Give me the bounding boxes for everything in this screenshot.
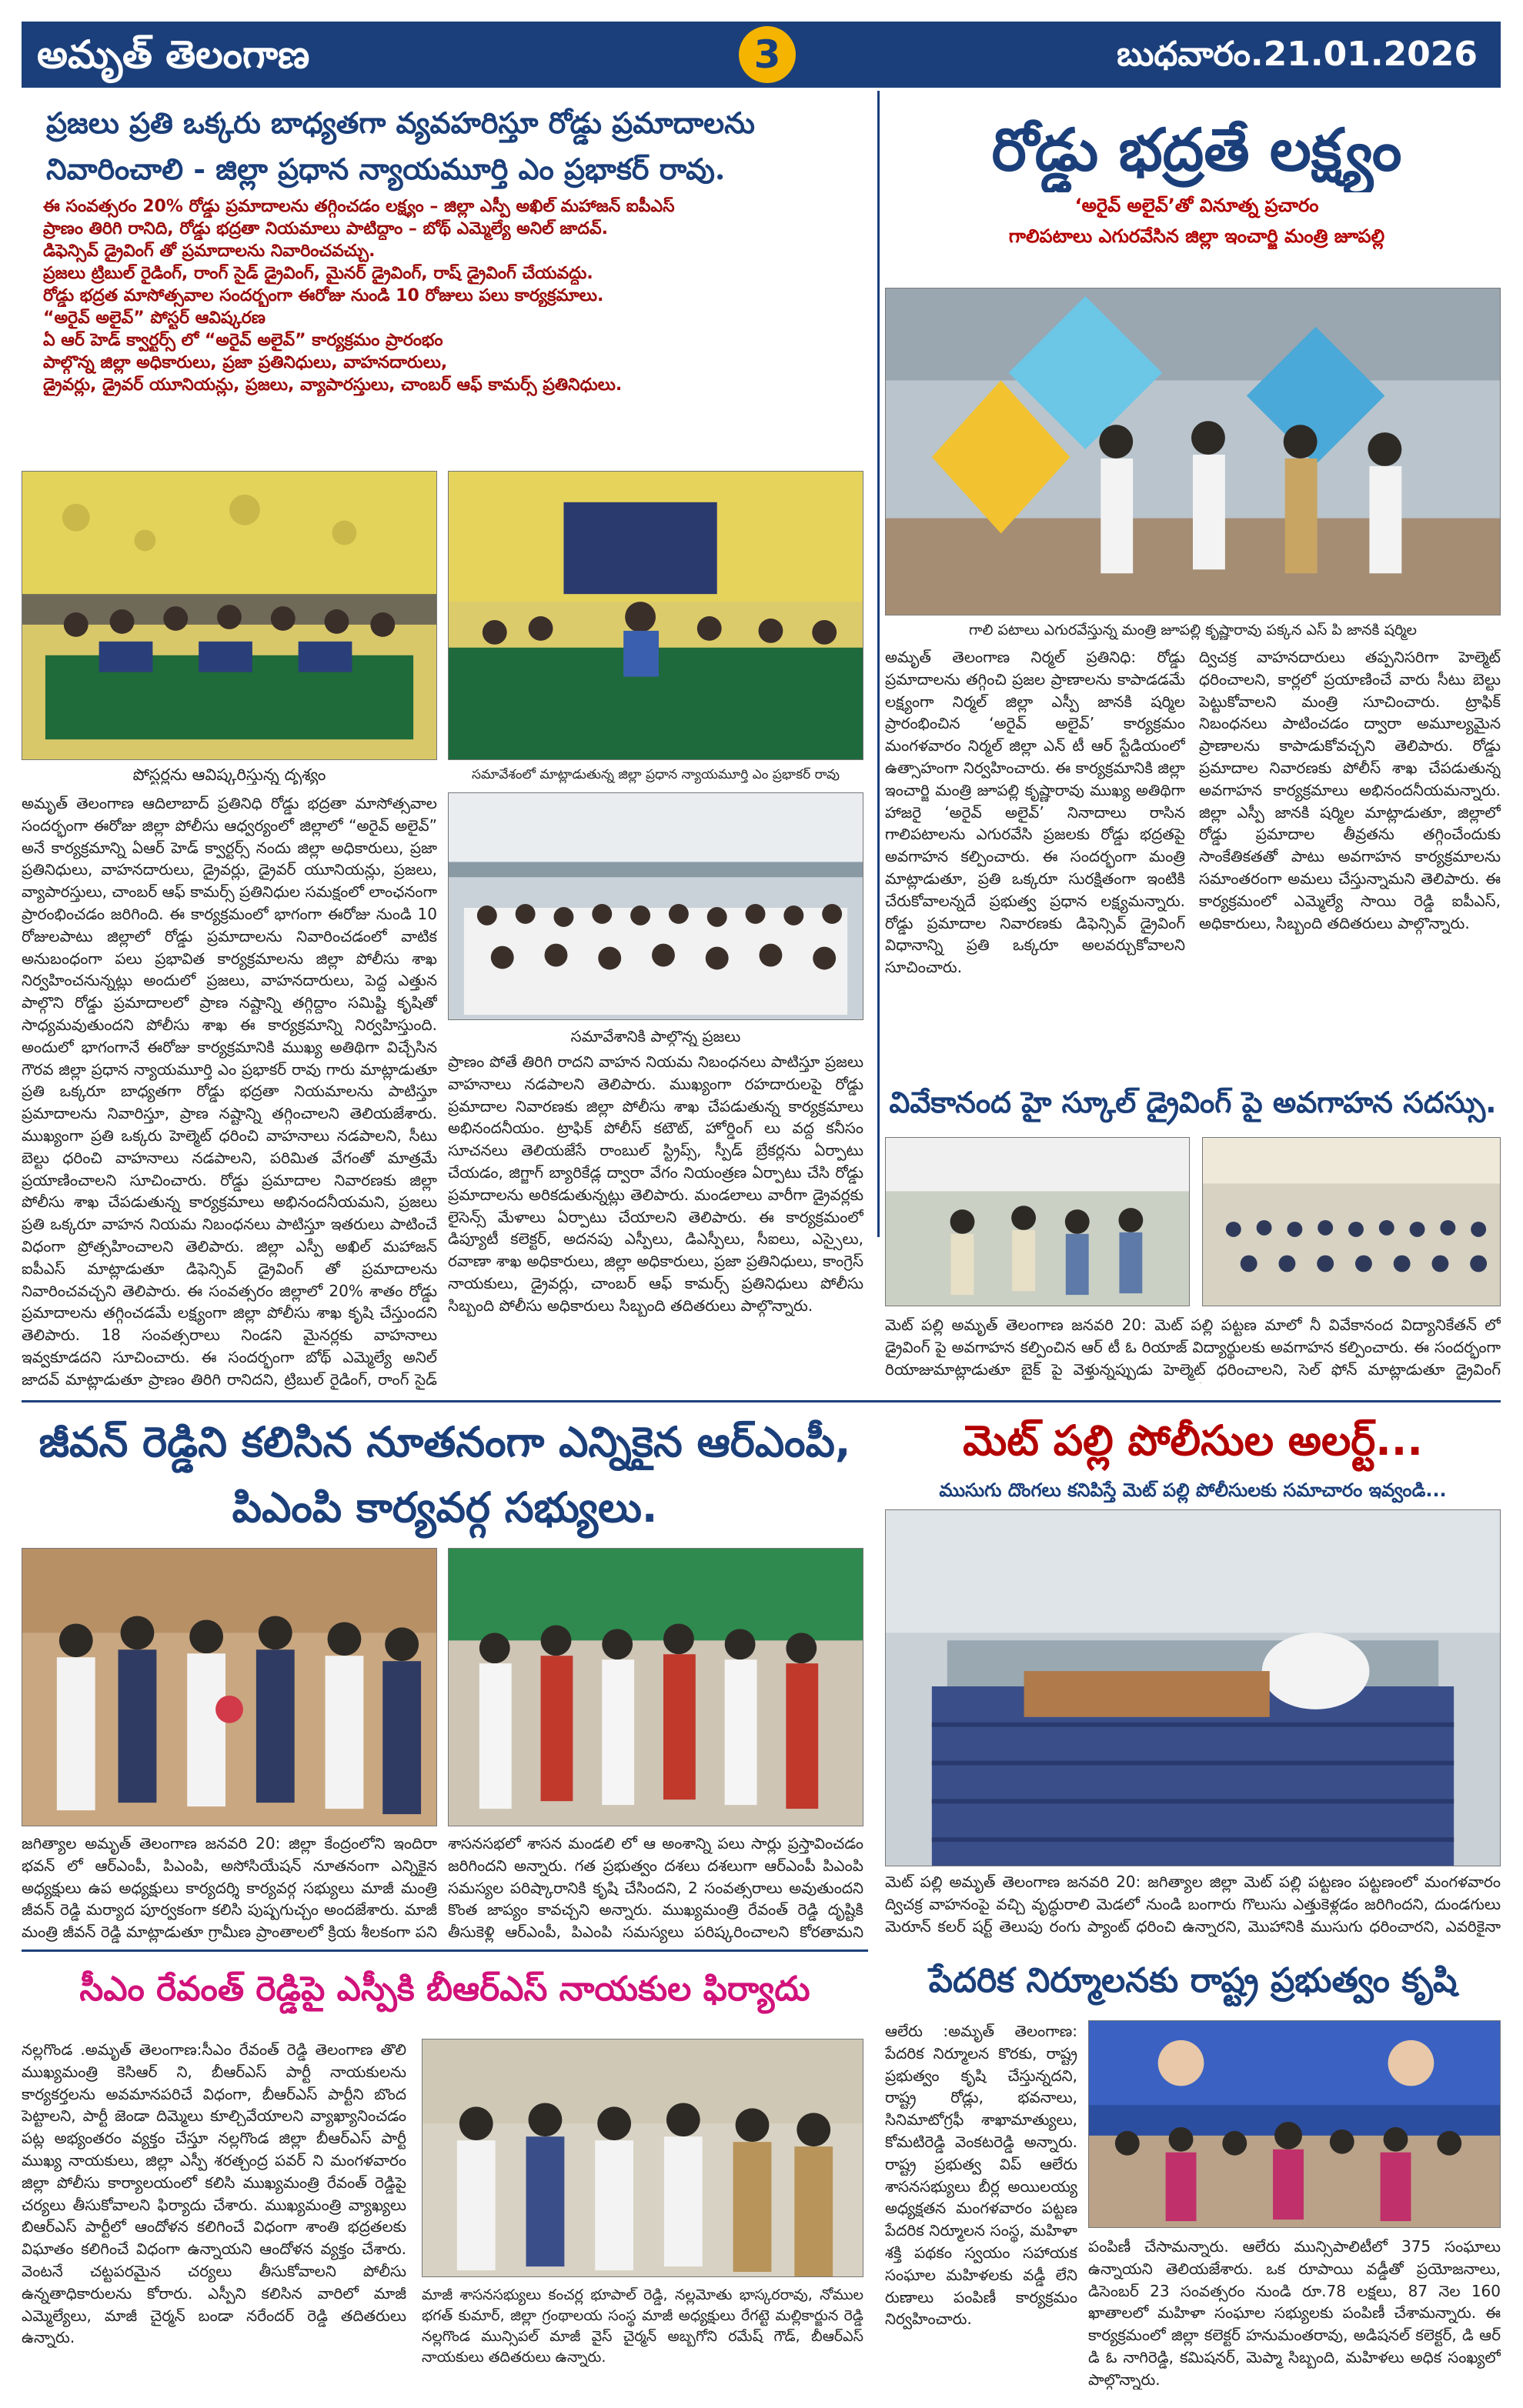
highlight-item: డ్రైవర్లు, డ్రైవర్ యూనియన్లు, ప్రజలు, వ్యాపారస్తులు, చాంబర్ ఆఫ్ కామర్స్ ప్రతినిధులు.: [43, 375, 623, 395]
jeevan-reddy-body-col1: జగిత్యాల అమృత్ తెలంగాణ జనవరి 20: జిల్లా కేంద్రంలోని ఇందిరా భవన్ లో ఆర్ఎంపీ, పిఎంపి, అసోసియేషన్ నూతనంగా ఎన్నికైన అధ్యక్షులు ఉప అధ్యక్షులు కార్యదర్శి కార్యవర్గ సభ్యులు మాజీ మంత్రి జీవన్ రెడ్డి మర్యాద పూర్వకంగా కలిసి పుష్పగుచ్చం అందజేశారు. మాజీ మంత్రి జీవన్ రెడ్డి మాట్లాడుతూ గ్రామీణ ప్రాంతాలలో క్రియ శీలకంగా పని: [22, 1834, 437, 1942]
highlight-item: ఈ సంవత్సరం 20% రోడ్డు ప్రమాదాలను తగ్గించడం లక్ష్యం – జిల్లా ఎస్పీ అఖిల్ మహాజన్ ఐపీఎస్: [43, 197, 675, 216]
poverty-body-col1: ఆలేరు :అమృత్ తెలంగాణ: పేదరిక నిర్మూలన కొరకు, రాష్ట్ర ప్రభుత్వం కృషి చేస్తున్నదని, రాష్ట్ర రోడ్లు, భవనాలు, సినిమాటోగ్రఫీ శాఖామాత్యులు, కోమటిరెడ్డి వెంకటరెడ్డి అన్నారు. రాష్ట్ర ప్రభుత్వ విప్ ఆలేరు శాసనసభ్యులు బీర్ల అయిలయ్య అధ్యక్షతన మంగళవారం పట్టణ పేదరిక నిర్మూలన సంస్థ, మహిళా శక్తి పథకం స్వయం సహాయక సంఘాల మహిళలకు వడ్డీ లేని రుణాలు పంపిణీ కార్యక్రమం నిర్వహించారు.: [885, 2022, 1077, 2329]
vivekananda-photo-right: [1202, 1137, 1501, 1306]
jeevan-reddy-body-col2: శాసనసభలో శాసన మండలి లో ఆ అంశాన్ని పలు సార్లు ప్రస్తావించడం జరిగిందని అన్నారు. గత ప్రభుత్వం దశలు దశలుగా ఆర్ఎంపీ పిఎంపి సమస్యల పరిష్కారానికి కృషి చేసిందని, 2 సంవత్సరాలు అవుతుందని కొంత జాప్యం కావచ్చని అన్నారు. ముఖ్యమంత్రి రేవంత్ రెడ్డి దృష్టికి తీసుకెళ్లి ఆర్ఎంపీ, పిఎంపి సమస్యలు పరిష్కరించాలని కోరతామని: [448, 1834, 863, 1942]
highlight-item: ఏ ఆర్ హెడ్ క్వార్టర్స్ లో “అరైవ్ అలైవ్” కార్యక్రమం ప్రారంభం: [43, 331, 443, 350]
highlight-item: రోడ్డు భద్రత మాసోత్సవాల సందర్భంగా ఈరోజు నుండి 10 రోజులు పలు కార్యక్రమాలు.: [43, 286, 604, 305]
road-safety-body-col1: అమృత్ తెలంగాణ ఆదిలాబాద్ ప్రతినిధి రోడ్డు భద్రతా మాసోత్సవాల సందర్భంగా ఈరోజు జిల్లా పోలీసు ఆధ్వర్యంలో జిల్లాలో “అరైవ్ అలైవ్” అనే కార్యక్రమాన్ని ఏఆర్ హెడ్ క్వార్టర్స్ నందు జిల్లా అధికారులు, ప్రజా ప్రతినిధులు, వాహనదారులు, డ్రైవర్లు, డ్రైవర్ యూనియన్లు, ప్రజలు, వ్యాపారస్తులు, చాంబర్ ఆఫ్ కామర్స్ ప్రతినిధుల సమక్షంలో లాంఛనంగా ప్రారంభించడం జరిగింది. ఈ కార్యక్రమంలో భాగంగా ఈరోజు నుండి 10 రోజులపాటు జిల్లాలో రోడ్డు ప్రమాదాలను నివారించడంలో వాటిక అనుబంధంగా పలు ప్రభావిత కార్యక్రమాలను జిల్లా పోలీసు శాఖ నిర్వహించనున్నట్లు అందులో ప్రజలు, వాహనదారులు, పెద్ద ఎత్తున పాల్గొని రోడ్డు ప్రమాదాలలో ప్రాణ నష్టాన్ని తగ్గిద్దాం సమిష్టి కృషితో సాధ్యమవుతుందని పోలీసు శాఖ ఈ కార్యక్రమాన్ని నిర్వహిస్తుంది. అందులో భాగంగానే ఈరోజు కార్యక్రమానికి ముఖ్య అతిథిగా విచ్చేసిన గౌరవ జిల్లా ప్రధాన న్యాయమూర్తి ఎం ప్రభాకర్ రావు గారు మాట్లాడుతూ ప్రతి ఒక్కరూ బాధ్యతగా రోడ్డు భద్రతా నియమాలను పాటిస్తూ ప్రమాదాలను నివారిస్తూ, ప్రాణ నష్టాన్ని తగ్గించాలని తెలియజేశారు. ముఖ్యంగా ప్రతి ఒక్కరు హెల్మెట్ ధరించి వాహనాలు నడపాలని, సీటు బెల్టు ధరించి వాహనాలు నడపాలని, పరిమిత వేగంతో మాత్రమే ప్రయాణించాలని సూచించారు. రోడ్డు ప్రమాదాల నివారణకు జిల్లా పోలీసు శాఖ చేపడుతున్న కార్యక్రమాలు అభినందనీయమని, ప్రజలు ప్రతి ఒక్కరూ వాహన నియమ నిబంధనలు పాటిస్తూ ఇతరులు పాటించే విధంగా ప్రోత్సహించాలని తెలిపారు. జిల్లా ఎస్పీ అఖిల్ మహాజన్ ఐపీఎస్ మాట్లాడుతూ డిఫెన్సివ్ డ్రైవింగ్ తో ప్రమాదాలను నివారించవచ్చని తెలిపారు. ఈ సంవత్సరం జిల్లాలో 20% శాతం రోడ్డు ప్రమాదాలను తగ్గించడమే లక్ష్యంగా జిల్లా పోలీసు శాఖ కృషి చేస్తుందని తెలిపారు. 18 సంవత్సరాలు నిండని మైనర్లకు వాహనాలు ఇవ్వకూడదని సూచించారు. ఈ సందర్భంగా బోథ్ ఎమ్మెల్యే అనిల్ జాదవ్ మాట్లాడుతూ ప్రాణం తిరిగి రానిదని, ట్రిబుల్ రైడింగ్, రాంగ్ సైడ్: [22, 794, 437, 1389]
road-safety-target-headline: రోడ్డు భద్రతే లక్ష్యం: [991, 115, 1402, 184]
public-attending-caption: సమావేశానికి పాల్గొన్న ప్రజలు: [570, 1027, 741, 1046]
rmp-meeting-photo-right: [448, 1548, 863, 1826]
kite-flying-photo: [885, 288, 1501, 615]
brs-complaint-caption: మాజీ శాసనసభ్యులు కంచర్ల భూపాల్ రెడ్డి, నల్లమోతు భాస్కరరావు, నోముల భగత్ కుమార్, జిల్లా గ్రంథాలయ సంస్థ మాజీ అధ్యక్షులు రేగట్టె మల్లికార్జున రెడ్డి నల్లగొండ మున్సిపల్ మాజీ వైస్ చైర్మన్ అబ్బగోని రమేష్ గౌడ్, బీఆర్ఎస్ నాయకులు తదితరులు ఉన్నారు.: [422, 2286, 863, 2366]
paper-name: అమృత్ తెలంగాణ: [37, 32, 310, 77]
judge-speaking-caption: సమావేశంలో మాట్లాడుతున్న జిల్లా ప్రధాన న్యాయమూర్తి ఎం ప్రభాకర్ రావు: [472, 767, 840, 782]
kite-article-body-col2: ద్విచక్ర వాహనదారులు తప్పనిసరిగా హెల్మెట్ ధరించాలని, కార్లలో ప్రయాణించే వారు సీటు బెల్టు పెట్టుకోవాలని మంత్రి సూచించారు. ట్రాఫిక్ నిబంధనలు పాటించడం ద్వారా అమూల్యమైన ప్రాణాలను కాపాడుకోవచ్చని తెలిపారు. రోడ్డు ప్రమాదాల నివారణకు పోలీస్ శాఖ చేపడుతున్న అవగాహన కార్యక్రమాలు అభినందనీయమన్నారు. జిల్లా ఎస్పీ జానకి షర్మిల మాట్లాడుతూ, జిల్లాలో రోడ్డు ప్రమాదాల తీవ్రతను తగ్గించేందుకు సాంకేతికతతో పాటు అవగాహన కార్యక్రమాలను సమాంతరంగా అమలు చేస్తున్నామని తెలిపారు. ఈ కార్యక్రమంలో ఎమ్మెల్యే సాయి రెడ్డి ఐపీఎస్, అధికారులు, సిబ్బంది తదితరులు పాల్గొన్నారు.: [1199, 648, 1501, 932]
vivekananda-body: మెట్ పల్లి అమృత్ తెలంగాణ జనవరి 20: మెట్ పల్లి పట్టణ మాలో నీ వివేకానంద విద్యానికేతన్ లో డ్రైవింగ్ పై అవగాహన కల్పించిన ఆర్ టీ ఓ రియాజ్ విద్యార్థులకు అవగాహన కల్పించారు. ఈ సందర్భంగా రియాజుమాట్లాడుతూ బైక్ పై వెళ్తున్నప్పుడు హెల్మెట్ ధరించాలని, సెల్ ఫోన్ మాట్లాడుతూ డ్రైవింగ్: [885, 1316, 1501, 1379]
highlight-item: “అరైవ్ అలైవ్” పోస్టర్ ఆవిష్కరణ: [43, 309, 266, 328]
metpally-police-subheading: ముసుగు దొంగలు కనిపిస్తే మెట్ పల్లి పోలీసులకు సమాచారం ఇవ్వండి...: [939, 1479, 1447, 1501]
vivekananda-headline: వివేకానంద హై స్కూల్ డ్రైవింగ్ పై అవగాహన సదస్సు.: [889, 1086, 1497, 1119]
highlight-item: డిఫెన్సివ్ డ్రైవింగ్ తో ప్రమాదాలను నివారించవచ్చు.: [43, 242, 376, 261]
page-number-badge: 3: [739, 26, 796, 83]
road-safety-highlights: [43, 195, 859, 468]
jeevan-reddy-headline: జీవన్ రెడ్డిని కలిసిన నూతనంగా ఎన్నికైన ఆర్ఎంపీ, పిఎంపి కార్యవర్గ సభ్యులు.: [38, 1418, 851, 1532]
column-divider: [877, 91, 880, 1237]
masthead: [22, 22, 1501, 88]
highlight-item: ప్రాణం తిరిగి రానిది, రోడ్డు భద్రతా నియమాలు పాటిద్దాం – బోథ్ ఎమ్మెల్యే అనిల్ జాదవ్.: [43, 219, 608, 238]
kite-article-body-col1: అమృత్ తెలంగాణ నిర్మల్ ప్రతినిధి: రోడ్డు ప్రమాదాలను తగ్గించి ప్రజల ప్రాణాలను కాపాడడమే లక్ష్యంగా నిర్మల్ జిల్లా ఎస్పీ జానకి షర్మిల ప్రారంభించిన ‘అరైవ్ అలైవ్’ కార్యక్రమం మంగళవారం నిర్మల్ జిల్లా ఎన్ టీ ఆర్ స్టేడియంలో ఉత్సాహంగా నిర్వహించారు. ఈ కార్యక్రమానికి జిల్లా ఇంచార్జి మంత్రి జూపల్లి కృష్ణారావు ముఖ్య అతిథిగా హాజరై ‘అరైవ్ అలైవ్’ నినాదాలు రాసిన గాలిపటాలను ఎగురవేసి ప్రజలకు రోడ్డు భద్రతపై అవగాహన కల్పించారు. ఈ సందర్భంగా మంత్రి మాట్లాడుతూ, ప్రతి ఒక్కరూ సురక్షితంగా ఇంటికి చేరుకోవాలన్నదే ప్రభుత్వ ప్రధాన లక్ష్యమన్నారు. రోడ్డు ప్రమాదాల నివారణకు డిఫెన్సివ్ డ్రైవింగ్ విధానాన్ని ప్రతి ఒక్కరూ అలవర్చుకోవాలని సూచించారు.: [885, 648, 1185, 977]
poverty-body-col2: పంపిణీ చేసామన్నారు. ఆలేరు మున్సిపాలిటీలో 375 సంఘాలు ఉన్నాయని తెలియజేశారు. ఒక రూపాయి వడ్డీతో ప్రయోజనాలు, డిసెంబర్ 23 సంవత్సరం నుండి రూ.78 లక్షలు, 87 నెల 160 ఖాతాలలో మహిళా సంఘాల సభ్యులకు పంపిణీ చేశామన్నారు. ఈ కార్యక్రమంలో జిల్లా కలెక్టర్ హనుమంతరావు, అడిషనల్ కలెక్టర్, డి ఆర్ డి ఓ నాగిరెడ్డి, కమిషనర్, మెప్మా సిబ్బంది, మహిళలు అధిక సంఖ్యలో పాల్గొన్నారు.: [1088, 2237, 1501, 2389]
public-attending-photo: [448, 792, 863, 1020]
poster-launch-photo: [22, 471, 437, 760]
poster-launch-caption: పోస్టర్లను ఆవిష్కరిస్తున్న దృశ్యం: [132, 765, 326, 784]
issue-date: బుధవారం.21.01.2026: [1117, 35, 1478, 74]
loan-distribution-photo: [1088, 2020, 1501, 2228]
highlight-item: ప్రజలు ట్రిబుల్ రైడింగ్, రాంగ్ సైడ్ డ్రైవింగ్, మైనర్ డ్రైవింగ్, రాష్ డ్రైవింగ్ చేయవద్దు.: [43, 264, 593, 283]
section-divider: [22, 1949, 868, 1952]
rmp-meeting-photo-left: [22, 1548, 437, 1826]
metpally-police-headline: మెట్ పల్లి పోలీసుల అలర్ట్...: [963, 1416, 1423, 1465]
hospital-victim-photo: [885, 1509, 1501, 1866]
poverty-eradication-headline: పేదరిక నిర్మూలనకు రాష్ట్ర ప్రభుత్వం కృషి: [928, 1961, 1458, 2000]
road-safety-body-col2: ప్రాణం పోతే తిరిగి రాదని వాహన నియమ నిబంధనలు పాటిస్తూ ప్రజలు వాహనాలు నడపాలని తెలిపారు. ముఖ్యంగా రహదారులపై రోడ్డు ప్రమాదాల నివారణకు జిల్లా పోలీసు శాఖ చేపడుతున్న కార్యక్రమాలు అభినందనీయం. ట్రాఫిక్ పోలీస్ కటౌట్, హోర్డింగ్ లు వద్ద కనీసం సూచనలు తెలియజేసే రాంబుల్ స్ట్రిప్స్, స్పీడ్ బ్రేకర్లను ఏర్పాటు చేయడం, జిగ్జాగ్ బ్యారికేడ్ల ద్వారా వేగం నియంత్రణ ఏర్పాటు చేసి రోడ్డు ప్రమాదాలను అరికడుతున్నట్లు తెలిపారు. మండలాలు వారీగా డ్రైవర్లకు లైసెన్స్ మేళాలు ఏర్పాటు చేయాలని తెలిపారు. ఈ కార్యక్రమంలో డిప్యూటీ కలెక్టర్, అదనపు ఎస్పీలు, డిఎస్పీలు, సీఐలు, ఎస్సైలు, రవాణా శాఖ అధికారులు, జిల్లా అధికారులు, ప్రజా ప్రతినిధులు, కాంగ్రెస్ నాయకులు, డ్రైవర్లు, చాంబర్ ఆఫ్ కామర్స్ ప్రతినిధులు పోలీసు సిబ్బంది పోలీసు అధికారులు సిబ్బంది తదితరులు పాల్గొన్నారు.: [448, 1052, 863, 1315]
arrive-alive-subheading: ‘అరైవ్ అలైవ్’తో వినూత్న ప్రచారం: [1074, 195, 1319, 216]
section-divider: [22, 1400, 1501, 1402]
road-safety-judge-headline: ప్రజలు ప్రతి ఒక్కరు బాధ్యతగా వ్యవహరిస్తూ రోడ్డు ప్రమాదాలను నివారించాలి - జిల్లా ప్రధాన న్యాయమూర్తి ఎం ప్రభాకర్ రావు.: [46, 105, 755, 186]
kite-flying-subheading: గాలిపటాలు ఎగురవేసిన జిల్లా ఇంచార్జి మంత్రి జూపల్లి: [1008, 225, 1385, 247]
kite-flying-caption: గాలి పటాలు ఎగురవేస్తున్న మంత్రి జూపల్లి కృష్ణారావు పక్కన ఎస్ పి జానకి షర్మిల: [968, 622, 1417, 639]
metpally-police-body: మెట్ పల్లి అమృత్ తెలంగాణ జనవరి 20: జగిత్యాల జిల్లా మెట్ పల్లి పట్టణం పట్టణంలో మంగళవారం ద్విచక్ర వాహనంపై వచ్చి వృద్ధురాలి మెడలో నుండి బంగారు గొలుసు ఎత్తుకెళ్లడం జరిగిందని, దుండగులు మెరూన్ కలర్ షర్ట్ తెలుపు రంగు ప్యాంట్ ధరించి ఉన్నారని, మొహానికి ముసుగు ధరించారని, ఎవరికైనా: [885, 1873, 1501, 1936]
vivekananda-photo-left: [885, 1137, 1190, 1306]
brs-complaint-photo: [422, 2039, 863, 2277]
highlight-item: పాల్గొన్న జిల్లా అధికారులు, ప్రజా ప్రతినిధులు, వాహనదారులు,: [43, 353, 448, 372]
judge-speaking-photo: [448, 471, 863, 760]
revanth-complaint-headline: సీఎం రేవంత్ రెడ్డిపై ఎస్పీకి బీఆర్ఎస్ నాయకుల ఫిర్యాదు: [79, 1969, 810, 2009]
revanth-complaint-body: నల్లగొండ .అమృత్ తెలంగాణ:సీఎం రేవంత్ రెడ్డి తెలంగాణ తొలి ముఖ్యమంత్రి కెసిఆర్ ని, బీఆర్ఎస్ పార్టీ నాయకులను కార్యకర్తలను అవమానపరిచే విధంగా, బీఆర్ఎస్ పార్టీని బొంద పెట్టాలని, పార్టీ జెండా దిమ్మెలు కూల్చివేయాలని వ్యాఖ్యానించడం పట్ల అభ్యంతరం వ్యక్తం చేస్తూ నల్లగొండ జిల్లా బీఆర్ఎస్ పార్టీ ముఖ్య నాయకులు, జిల్లా ఎస్పీ శరత్చంద్ర పవర్ ని మంగళవారం జిల్లా పోలీసు కార్యాలయంలో కలిసి ముఖ్యమంత్రి రేవంత్ రెడ్డిపై చర్యలు తీసుకోవాలని ఫిర్యాదు చేశారు. ముఖ్యమంత్రి వ్యాఖ్యలు బిఆర్ఎస్ పార్టీలో ఆందోళన కలిగించే విధంగా శాంతి భద్రతలకు విఘాతం కలిగించే విధంగా ఉన్నాయని ఆందోళన వ్యక్తం చేశారు. వెంటనే చట్టపరమైన చర్యలు తీసుకోవాలని పోలీసు ఉన్నతాధికారులను కోరారు. ఎస్పీని కలిసిన వారిలో మాజీ ఎమ్మెల్యేలు, మాజీ చైర్మన్ బండా నరేందర్ రెడ్డి తదితరులు ఉన్నారు.: [22, 2040, 406, 2347]
